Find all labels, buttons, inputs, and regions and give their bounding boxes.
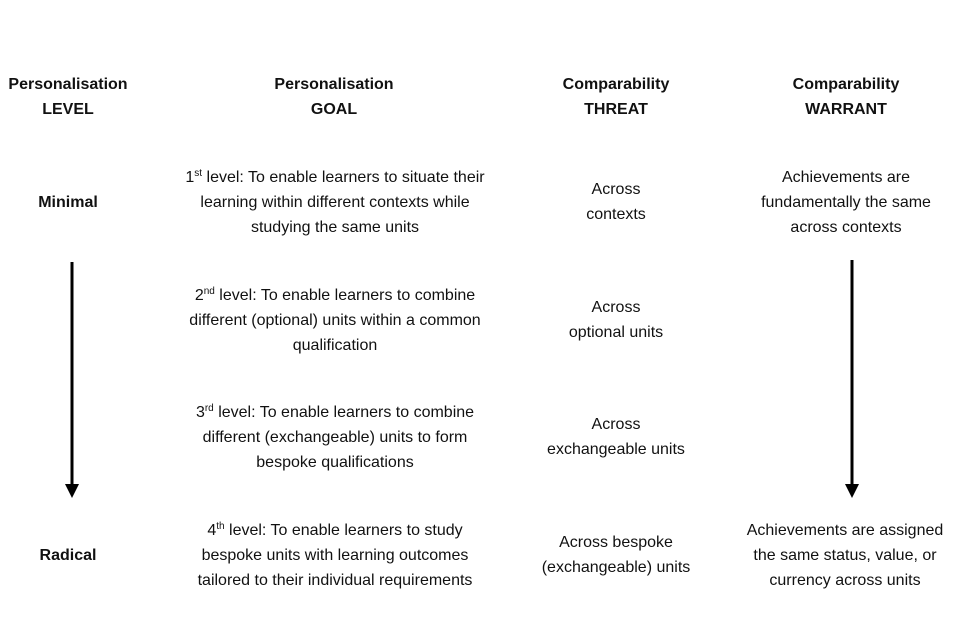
warrant-level-1: Achievements are fundamentally the same across contexts [761,169,931,236]
threat-level-3: Across exchangeable units [547,416,685,458]
header-goal: Personalisation GOAL [274,76,394,118]
header-level: Personalisation LEVEL [8,76,128,118]
warrant-level-4: Achievements are assigned the same status, value, or currency across units [746,522,944,589]
goal-level-3: 3rd level: To enable learners to combine different (exchangeable) units to form bespoke qualifications [195,403,475,471]
threat-level-2: Across optional units [568,299,664,341]
warrant-arrow [840,260,864,500]
level-radical: Radical [39,547,97,564]
level-minimal: Minimal [38,194,98,211]
threat-level-1: Across contexts [586,181,646,223]
goal-level-4: 4th level: To enable learners to study bespoke units with learning outcomes tailored to their individual requirements [197,521,473,589]
goal-level-2: 2nd level: To enable learners to combine different (optional) units within a common qualification [189,286,481,354]
goal-level-1: 1st level: To enable learners to situate their learning within different contexts while studying the same units [185,168,485,236]
header-threat: Comparability THREAT [562,76,670,118]
threat-level-4: Across bespoke (exchangeable) units [541,534,691,576]
header-warrant: Comparability WARRANT [792,76,900,118]
level-arrow [60,262,84,502]
